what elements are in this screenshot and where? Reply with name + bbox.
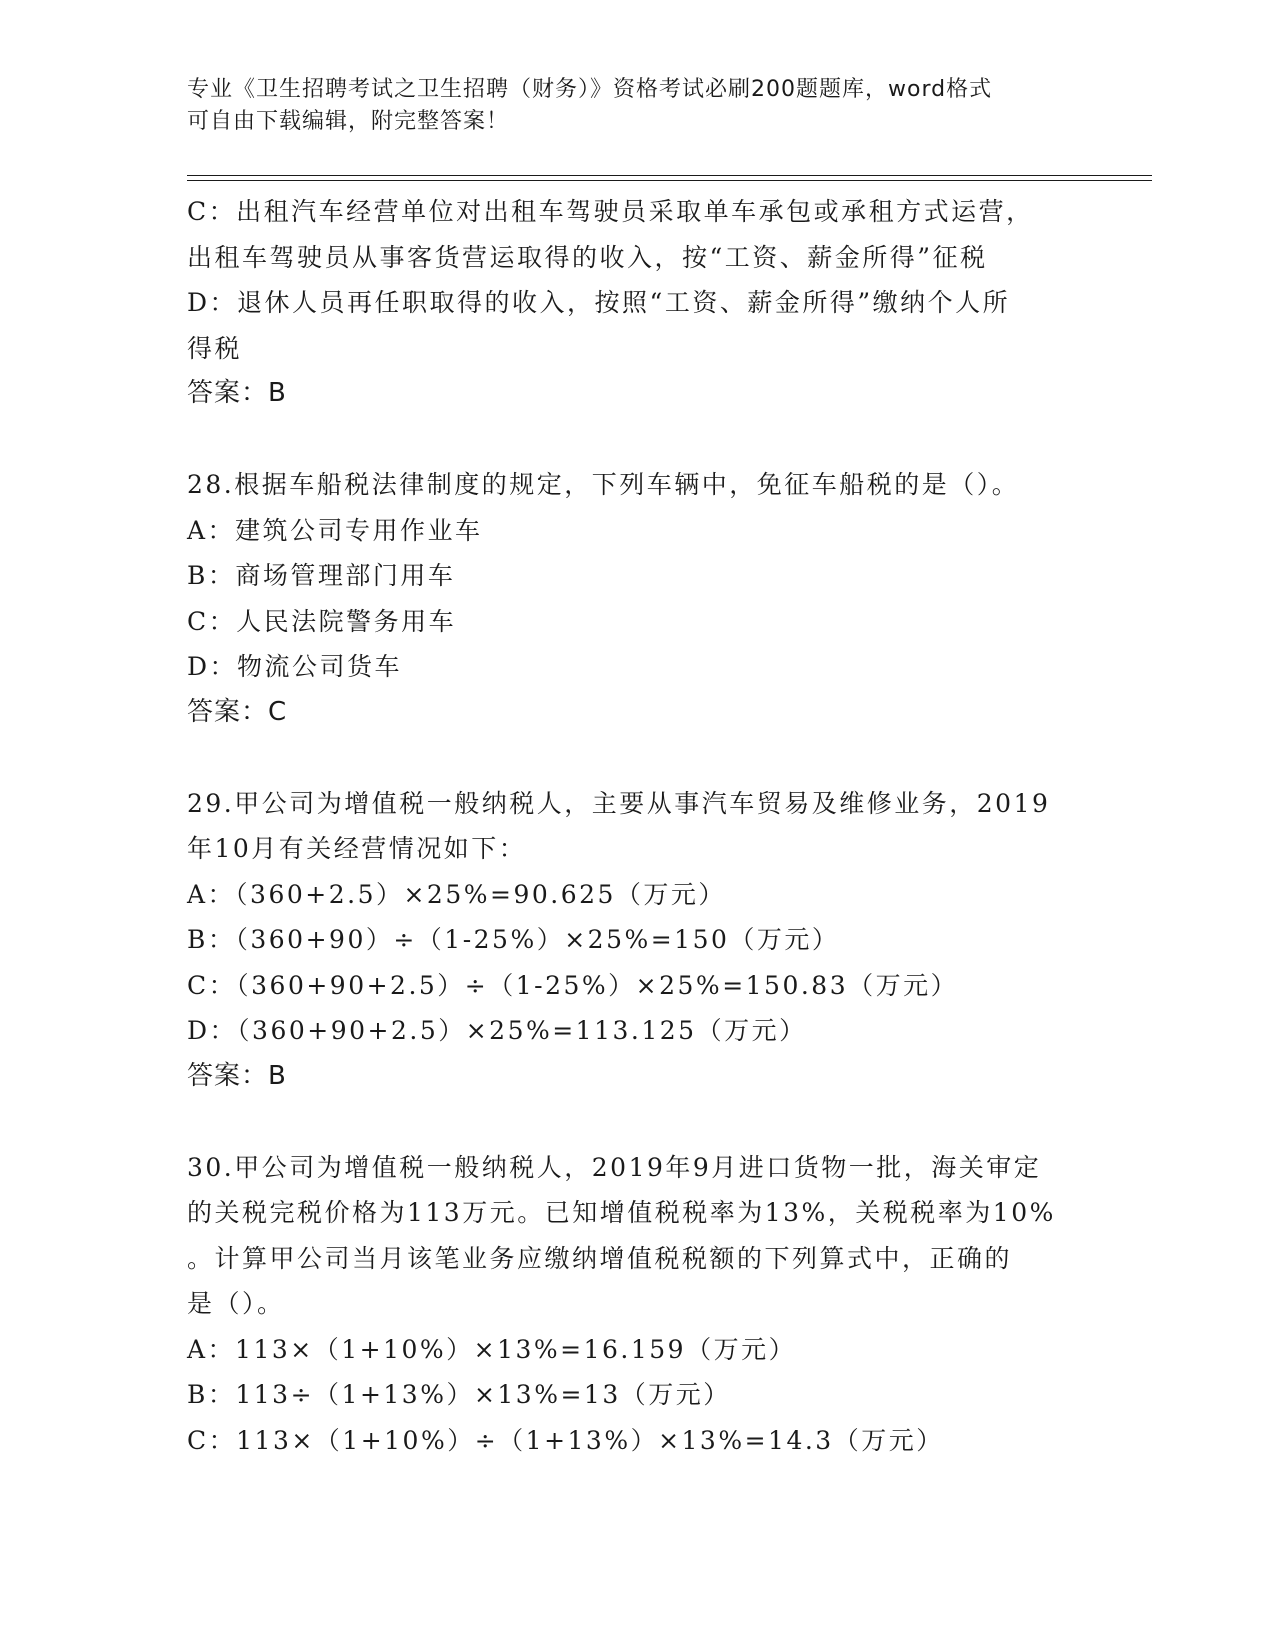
spacer bbox=[187, 735, 1092, 781]
question-30-option-a: A：113×（1+10%）×13%=16.159（万元） bbox=[187, 1334, 797, 1364]
document-body bbox=[187, 189, 1092, 1463]
question-30-option-c: C：113×（1+10%）÷（1+13%）×13%=14.3（万元） bbox=[187, 1425, 944, 1455]
question-28-option-a: A：建筑公司专用作业车 bbox=[187, 515, 483, 545]
answer-27: 答案：B bbox=[187, 378, 287, 408]
question-28-option-d: D：物流公司货车 bbox=[187, 652, 403, 681]
spacer bbox=[187, 1099, 1092, 1145]
option-c-line-2: 出租车驾驶员从事客货营运取得的收入，按“工资、薪金所得”征税 bbox=[187, 242, 988, 272]
question-28-text: 28.根据车船税法律制度的规定，下列车辆中，免征车船税的是（）。 bbox=[187, 470, 1020, 499]
question-30-text-line-1: 30.甲公司为增值税一般纳税人，2019年9月进口货物一批，海关审定 bbox=[187, 1152, 1042, 1182]
header-title-line-2: 可自由下载编辑，附完整答案！ bbox=[187, 109, 510, 134]
option-d-line-1: D：退休人员再任职取得的收入，按照“工资、薪金所得”缴纳个人所 bbox=[187, 288, 1011, 317]
header-divider-bottom bbox=[187, 180, 1152, 181]
question-30-text-line-4: 是（）。 bbox=[187, 1289, 285, 1318]
header-title-line-1: 专业《卫生招聘考试之卫生招聘（财务）》资格考试必刷200题题库，word格式 bbox=[187, 77, 993, 102]
question-30-option-b: B：113÷（1+13%）×13%=13（万元） bbox=[187, 1380, 731, 1409]
question-28-option-c: C：人民法院警务用车 bbox=[187, 606, 457, 636]
question-29-option-d: D：（360+90+2.5）×25%=113.125（万元） bbox=[187, 1016, 807, 1045]
question-29-option-b: B：（360+90）÷（1-25%）×25%=150（万元） bbox=[187, 925, 840, 954]
header-divider-top bbox=[187, 175, 1152, 176]
question-29-option-a: A：（360+2.5）×25%=90.625（万元） bbox=[187, 879, 726, 909]
question-27-continued bbox=[187, 189, 1092, 417]
option-d-line-2: 得税 bbox=[187, 333, 243, 363]
answer-28: 答案：C bbox=[187, 696, 288, 727]
question-28 bbox=[187, 462, 1092, 735]
question-28-option-b: B：商场管理部门用车 bbox=[187, 561, 456, 590]
question-30 bbox=[187, 1145, 1092, 1464]
spacer bbox=[187, 417, 1092, 463]
question-29-text-line-2: 年10月有关经营情况如下： bbox=[187, 834, 527, 863]
option-c-line-1: C：出租汽车经营单位对出租车驾驶员采取单车承包或承租方式运营， bbox=[187, 197, 1034, 226]
question-29-option-c: C：（360+90+2.5）÷（1-25%）×25%=150.83（万元） bbox=[187, 970, 959, 1000]
question-29-text-line-1: 29.甲公司为增值税一般纳税人，主要从事汽车贸易及维修业务，2019 bbox=[187, 788, 1051, 818]
page-header bbox=[187, 74, 1087, 138]
answer-29: 答案：B bbox=[187, 1060, 287, 1091]
question-30-text-line-3: 。计算甲公司当月该笔业务应缴纳增值税税额的下列算式中，正确的 bbox=[187, 1243, 1013, 1273]
question-30-text-line-2: 的关税完税价格为113万元。已知增值税税率为13%，关税税率为10% bbox=[187, 1198, 1056, 1227]
question-29 bbox=[187, 781, 1092, 1100]
